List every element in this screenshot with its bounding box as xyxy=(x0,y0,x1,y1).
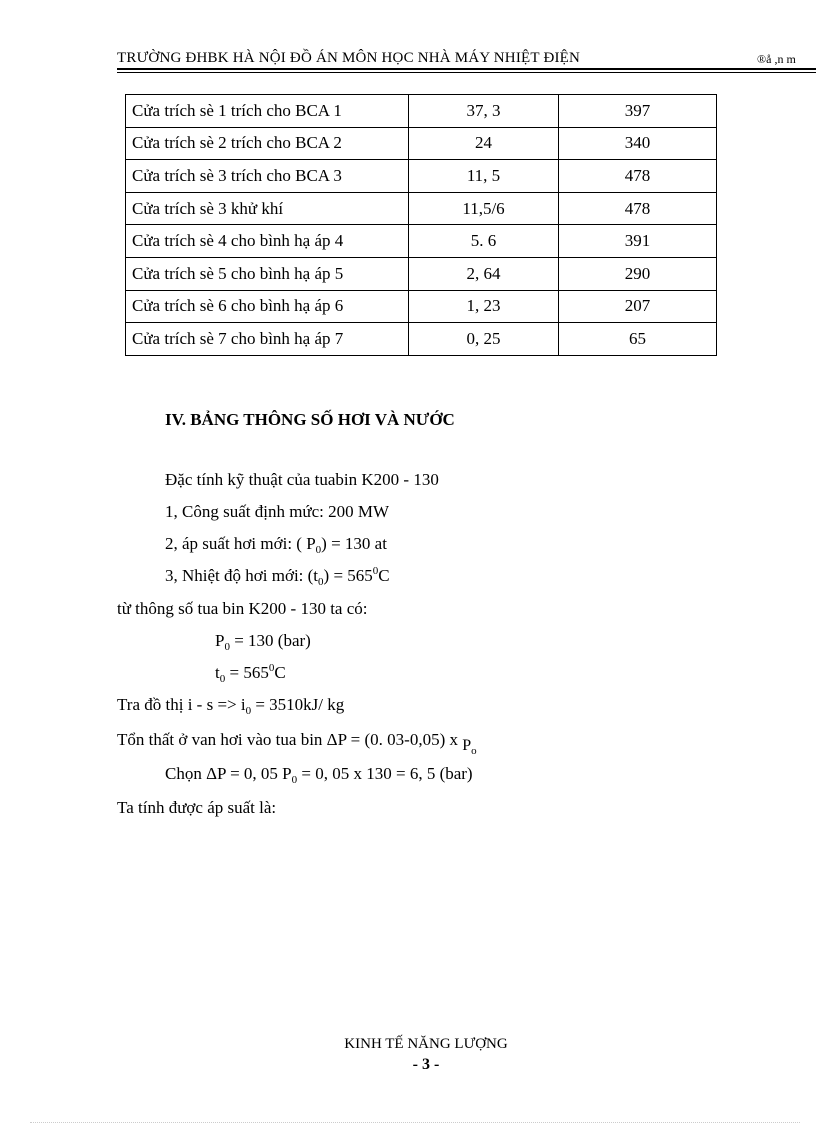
table-row xyxy=(126,323,717,356)
extraction-point-cell: Cửa trích sè 4 cho bình hạ áp 4 xyxy=(126,225,409,258)
table-row xyxy=(126,127,717,160)
from-params-line: từ thông số tua bin K200 - 130 ta có: xyxy=(117,599,368,618)
section-heading: IV. BẢNG THÔNG SỐ HƠI VÀ NƯỚC xyxy=(165,410,455,429)
extraction-point-cell: Cửa trích sè 2 trích cho BCA 2 xyxy=(126,127,409,160)
header-title: TRƯỜNG ĐHBK HÀ NỘI ĐỒ ÁN MÔN HỌC NHÀ MÁY NHIỆT ĐIỆN xyxy=(117,50,581,66)
temperature-cell: 478 xyxy=(559,192,717,225)
pressure-cell: 0, 25 xyxy=(409,323,559,356)
pressure-cell: 5. 6 xyxy=(409,225,559,258)
extraction-table xyxy=(125,94,717,356)
pressure-cell: 2, 64 xyxy=(409,257,559,290)
header-rule-thin xyxy=(117,72,816,73)
table-row xyxy=(126,160,717,193)
t0-line: $t_0 = 565^0C$ xyxy=(215,662,286,685)
extraction-point-cell: Cửa trích sè 3 khử khí xyxy=(126,192,409,225)
pressure-cell: 37, 3 xyxy=(409,95,559,128)
valve-loss-line: Tổn thất ở van hơi vào tua bin ΔP = (0. 03-0,05) x $P_o$ xyxy=(117,730,477,757)
temperature-cell: 397 xyxy=(559,95,717,128)
spec-steam-pressure: 2, áp suất hơi mới: ( $P_0) = 130$ at xyxy=(165,534,387,556)
header-rule xyxy=(117,68,816,70)
turbine-spec-intro: Đặc tính kỹ thuật của tuabin K200 - 130 xyxy=(165,470,439,489)
table-row xyxy=(126,225,717,258)
choose-dp-line: Chọn ΔP = 0, 05 $P_0 = 0$, 05 x 130 = 6, 5 (bar) xyxy=(165,764,473,786)
pressure-cell: 11,5/6 xyxy=(409,192,559,225)
temperature-cell: 207 xyxy=(559,290,717,323)
temperature-cell: 478 xyxy=(559,160,717,193)
temperature-cell: 391 xyxy=(559,225,717,258)
table-row xyxy=(126,95,717,128)
extraction-point-cell: Cửa trích sè 3 trích cho BCA 3 xyxy=(126,160,409,193)
temperature-cell: 65 xyxy=(559,323,717,356)
calc-pressure-line: Ta tính được áp suất là: xyxy=(117,798,277,817)
temperature-cell: 340 xyxy=(559,127,717,160)
spec-rated-power: 1, Công suất định mức: 200 MW xyxy=(165,502,390,521)
extraction-point-cell: Cửa trích sè 7 cho bình hạ áp 7 xyxy=(126,323,409,356)
extraction-table-body xyxy=(126,95,717,356)
p0-line: $P_0 = 130$ (bar) xyxy=(215,631,311,653)
pressure-cell: 11, 5 xyxy=(409,160,559,193)
page-number: - 3 - xyxy=(412,1056,440,1073)
pressure-cell: 1, 23 xyxy=(409,290,559,323)
pressure-cell: 24 xyxy=(409,127,559,160)
table-row xyxy=(126,290,717,323)
extraction-point-cell: Cửa trích sè 5 cho bình hạ áp 5 xyxy=(126,257,409,290)
table-row xyxy=(126,192,717,225)
extraction-point-cell: Cửa trích sè 6 cho bình hạ áp 6 xyxy=(126,290,409,323)
temperature-cell: 290 xyxy=(559,257,717,290)
enthalpy-line: Tra đồ thị $i - s => i_0 = 3510kJ/$ kg xyxy=(117,695,345,717)
header-right-text: ®å ,n m xyxy=(757,52,796,66)
extraction-point-cell: Cửa trích sè 1 trích cho BCA 1 xyxy=(126,95,409,128)
table-row xyxy=(126,257,717,290)
footer-title: KINH TẾ NĂNG LƯỢNG xyxy=(344,1036,508,1052)
spec-steam-temperature: 3, Nhiệt độ hơi mới: $(t_0) = 565^0C$ xyxy=(165,565,390,588)
